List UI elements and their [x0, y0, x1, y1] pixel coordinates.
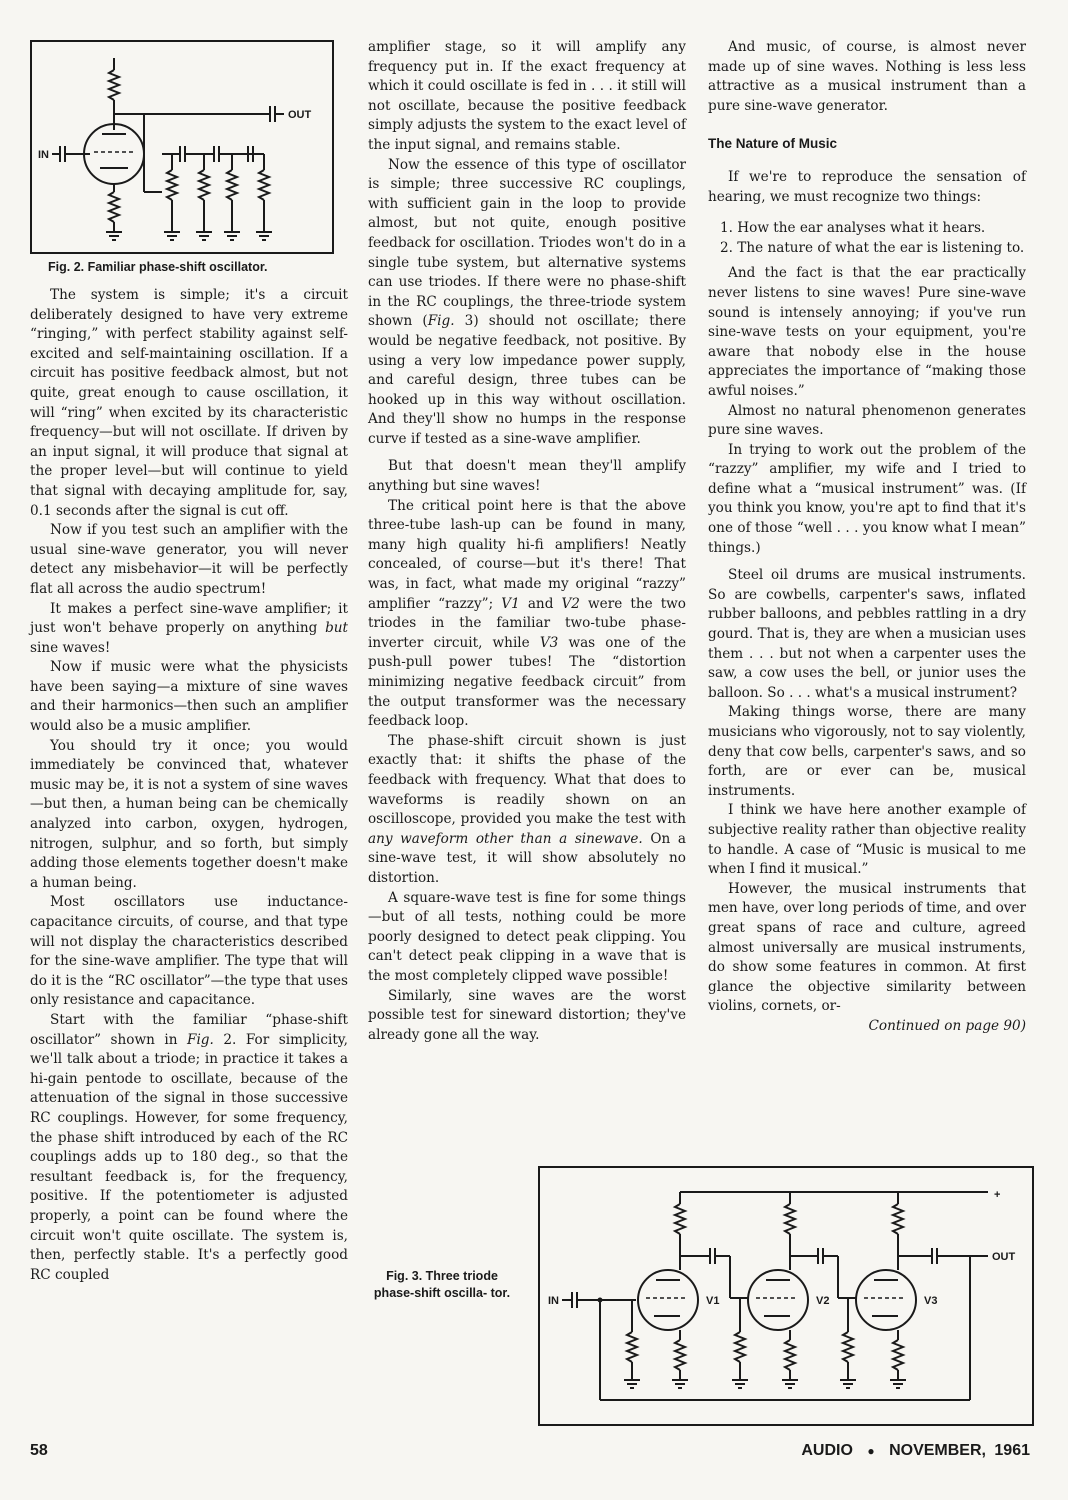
- fig3-caption: Fig. 3. Three triode phase-shift oscilla- tor.: [373, 1269, 511, 1300]
- fig3-out-label: OUT: [992, 1251, 1016, 1263]
- col2-para-2: Now the essence of this type of oscillator is simple; three successive RC couplings, with sufficient gain in the loop to provide almost, but not quite, enough positive feedback for oscillation. Triodes won't do in a single tube system, but alternative systems can use triodes. If there were no phase-shift in the RC couplings, the three-triode system shown (Fig. 3) should not oscillate; there would be negative feedback, not positive. By using a very low impedance power supply, and careful design, three tubes can be hooked up in this way without oscillation. And they'll show no humps in the response curve if tested as a sine-wave amplifier.: [368, 156, 687, 447]
- col3-para-4: In trying to work out the problem of the “razzy” amplifier, my wife and I tried to define what a “musical instrument” was. (If you think you know, you're apt to find that it's one of those “well . . . you know what I mean” things.): [708, 441, 1026, 556]
- col1-para-2: Now if you test such an amplifier with the usual sine-wave generator, you will never detect any misbehavior—it will be perfectly flat all across the audio spectrum!: [30, 522, 348, 597]
- section-heading: The Nature of Music: [708, 136, 838, 152]
- fig3-schematic: [540, 1168, 1032, 1424]
- list-item: 2. The nature of what the ear is listening to.: [720, 239, 1025, 256]
- col1-para-6: Most oscillators use inductance-capacitance circuits, of course, and that type will not display the characteristics described for the sine-wave amplifier. The type that will do it is the “RC oscillator”—the type that uses only resistance and capacitance.: [30, 894, 348, 1009]
- col2-para-1: amplifier stage, so it will amplify any frequency put in. If the exact frequency at which it could oscillate is fed in . . . it still will not oscillate, because the positive feedback simply adjusts the system to the exact level of the input signal, and remains stable.: [368, 39, 686, 153]
- fig2-box: [30, 40, 334, 254]
- column-1: [30, 286, 348, 1285]
- fig3-in-label: IN: [548, 1295, 559, 1307]
- col3-para-2: And the fact is that the ear practically never listens to sine waves! Pure sine-wave sound is intensely annoying; if you've run sine-wave tests on your equipment, you're aware that nobody else in the house appreciates the importance of “making those awful noises.”: [708, 265, 1026, 399]
- col3-para-8: However, the musical instruments that men have, over long periods of time, and over great spans of race and culture, agreed almost universally are musical instruments, do show some features in common. At first glance the objective similarity between violins, cornets, or-: [708, 880, 1026, 1015]
- fig3-plus-label: +: [994, 1189, 1001, 1201]
- col3-para-5: Steel oil drums are musical instruments. So are cowbells, carpenter's saws, inflated rubber balloons, and pebbles rattling in a dry gourd. That is, they are when a musician uses them . . . but not when a carpenter uses the saw, a cow uses the bell, or junior uses the balloon. So . . . what's a musical instrument?: [708, 567, 1026, 701]
- page-number: 58: [30, 1442, 48, 1459]
- fig2-caption: Fig. 2. Familiar phase-shift oscillator.: [48, 260, 268, 274]
- issue-date: NOVEMBER, 1961: [889, 1442, 1030, 1459]
- list-item: 1. How the ear analyses what it hears.: [720, 220, 986, 237]
- fig2-schematic: [32, 42, 332, 252]
- col3-para-6: Making things worse, there are many musicians who vigorously, not to say violently, deny that cow bells, carpenter's saws, and so forth, are or ever can be, musical instruments.: [708, 704, 1026, 799]
- col3-para-3: Almost no natural phenomenon generates pure sine waves.: [708, 402, 1026, 439]
- column-2: [368, 38, 686, 1045]
- footer-publication: [801, 1442, 1030, 1460]
- col1-para-1: The system is simple; it's a circuit deliberately designed to have very extreme “ringing,” with perfect stability against self-excited and self-maintaining oscillation. If a circuit has positive feedback almost, but not quite, great enough to cause oscillation, it will “ring” when excited by its characteristic frequency—but will not oscillate. If driven by an input signal, it will produce that signal at the proper level—but will continue to yield that signal with decaying amplitude for, say, 0.1 seconds after the signal is cut off.: [30, 287, 348, 519]
- col1-para-7: Start with the familiar “phase-shift oscillator” shown in Fig. 2. For simplicity, we'll talk about a triode; in practice it takes a hi-gain pentode to oscillate, because of the attenuation of the signal in those successive RC couplings. However, for some frequency, the phase shift introduced by each of the RC couplings adds up to 180 deg., so that the resultant feedback is, for the frequency, positive. If the potentiometer is adjusted properly, a point can be found where the circuit won't quite oscillate. The system is, then, perfectly stable. It's a perfectly good RC coupled: [30, 1011, 348, 1283]
- col2-para-5: The phase-shift circuit shown is just exactly that: it shifts the phase of the feedback with frequency. What that does to waveforms is readily shown on an oscilloscope, provided you make the test with any waveform other than a sinewave. On a sine-wave test, it will show absolutely no distortion.: [368, 732, 686, 886]
- col1-para-5: You should try it once; you would immediately be convinced that, whatever music may be, it is not a system of sine waves—but then, a human being can be chemically analyzed into carbon, oxygen, hydrogen, nitrogen, sulphur, and so forth, but simply adding those elements together doesn't make a human being.: [30, 737, 348, 891]
- col2-para-7: Similarly, sine waves are the worst possible test for sineward distortion; they've already gone all the way.: [368, 987, 686, 1043]
- col3-list: [708, 219, 1026, 258]
- col2-para-6: A square-wave test is fine for some things—but of all tests, nothing could be more poorly designed to detect peak clipping. You can't detect peak clipping in a wave that is the most completely clipped wave possible!: [368, 889, 686, 984]
- fig2-in-label: IN: [38, 149, 49, 161]
- fig3-v2-label: V2: [816, 1295, 830, 1307]
- col3-intro: And music, of course, is almost never made up of sine waves. Nothing is less less attractive as a musical instrument than a pure sine-wave generator.: [708, 39, 1026, 114]
- fig3-v3-label: V3: [924, 1295, 938, 1307]
- col3-para-1: If we're to reproduce the sensation of hearing, we must recognize two things:: [708, 168, 1026, 205]
- col1-para-3: It makes a perfect sine-wave amplifier; it just won't behave properly on anything but sine waves!: [30, 600, 348, 656]
- fig3-box: [538, 1166, 1034, 1426]
- bullet: ●: [867, 1444, 875, 1458]
- col1-para-4: Now if music were what the physicists have been saying—a mixture of sine waves and their harmonics—then such an amplifier would also be a music amplifier.: [30, 659, 348, 735]
- magazine-title: AUDIO: [801, 1442, 853, 1459]
- continued-note: Continued on page 90): [868, 1017, 1026, 1034]
- fig2-out-label: OUT: [288, 109, 312, 121]
- fig3-v1-label: V1: [706, 1295, 720, 1307]
- col2-para-4: The critical point here is that the above three-tube lash-up can be found in many, many high quality hi-fi amplifiers! Neatly concealed, of course—but it's there! That was, in fact, what made my original “razzy” amplifier “razzy”; V1 and V2 were the two triodes in the familiar two-tube phase-inverter circuit, while V3 was one of the push-pull power tubes! The “distortion minimizing negative feedback circuit” from the output transformer was the necessary feedback loop.: [368, 497, 687, 730]
- col2-para-3: But that doesn't mean they'll amplify anything but sine waves!: [368, 458, 686, 495]
- column-3: [708, 38, 1026, 1037]
- col3-para-7: I think we have here another example of subjective reality rather than objective reality to handle. A case of “Music is musical to me when I find it musical.”: [708, 802, 1026, 878]
